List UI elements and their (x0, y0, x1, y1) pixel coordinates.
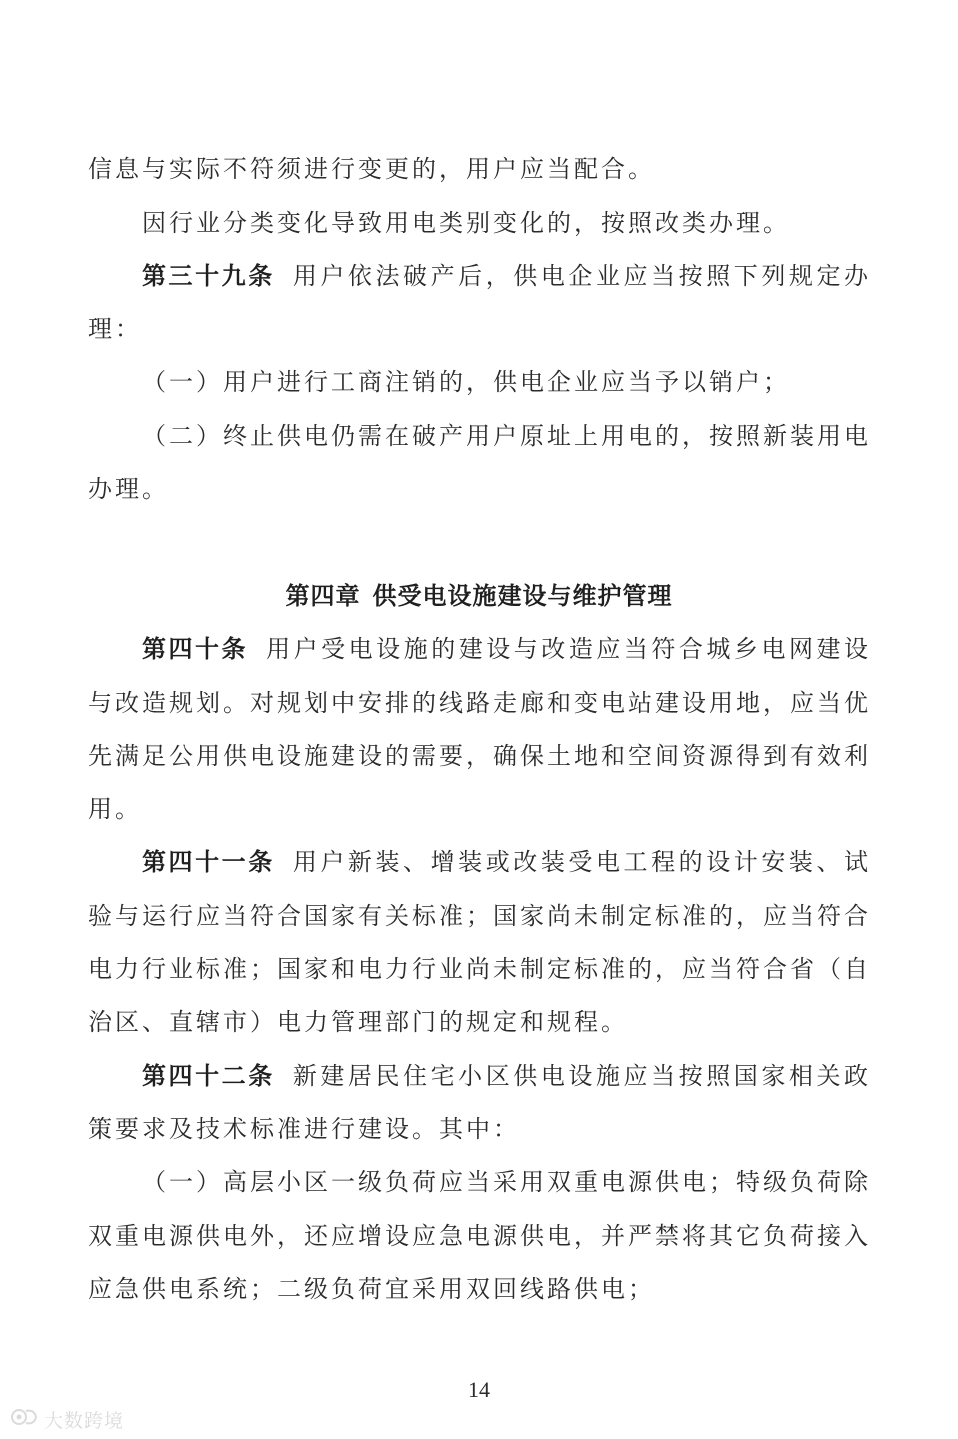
text-line: （一）用户进行工商注销的，供电企业应当予以销户； (142, 370, 790, 396)
article-first-line (142, 846, 870, 880)
text-line: 信息与实际不符须进行变更的，用户应当配合。 (88, 157, 655, 183)
article-first-line (142, 260, 870, 294)
chapter-number: 第四章 (285, 584, 361, 610)
text-line: 用户新装、增装或改装受电工程的设计安装、试 (292, 850, 871, 876)
text-line: 新建居民住宅小区供电设施应当按照国家相关政 (292, 1064, 871, 1090)
text-line: 用户依法破产后，供电企业应当按照下列规定办 (292, 264, 871, 290)
text-line: 理： (88, 317, 142, 343)
text-line: 治区、直辖市）电力管理部门的规定和规程。 (88, 1010, 628, 1036)
watermark-text: 大数跨境 (44, 1409, 125, 1432)
text-line: 验与运行应当符合国家有关标准；国家尚未制定标准的，应当符合 (88, 904, 870, 930)
article-label: 第四十一条 (142, 850, 275, 876)
article-label: 第四十二条 (142, 1064, 275, 1090)
text-line: 用户受电设施的建设与改造应当符合城乡电网建设 (266, 637, 871, 663)
text-line: 先满足公用供电设施建设的需要，确保土地和空间资源得到有效利 (88, 744, 870, 770)
text-line: 与改造规划。对规划中安排的线路走廊和变电站建设用地，应当优 (88, 691, 870, 717)
text-line: 电力行业标准；国家和电力行业尚未制定标准的，应当符合省（自 (88, 957, 870, 983)
watermark (10, 1406, 124, 1432)
article-first-line (142, 1060, 870, 1094)
text-line: （一）高层小区一级负荷应当采用双重电源供电；特级负荷除 (142, 1170, 870, 1196)
page-number: 14 (468, 1377, 490, 1402)
article-first-line (142, 633, 870, 667)
text-line: 双重电源供电外，还应增设应急电源供电，并严禁将其它负荷接入 (88, 1224, 870, 1250)
chapter-title: 供受电设施建设与维护管理 (372, 584, 673, 610)
brand-logo-icon (10, 1405, 40, 1434)
article-label: 第四十条 (142, 637, 249, 663)
text-line: 策要求及技术标准进行建设。其中： (88, 1117, 520, 1143)
article-label: 第三十九条 (142, 264, 275, 290)
text-line: 因行业分类变化导致用电类别变化的，按照改类办理。 (142, 211, 790, 237)
text-line: 应急供电系统；二级负荷宜采用双回线路供电； (88, 1277, 655, 1303)
text-line: 办理。 (88, 477, 169, 503)
text-line: 用。 (88, 797, 142, 823)
chapter-heading (0, 580, 958, 614)
text-line: （二）终止供电仍需在破产用户原址上用电的，按照新装用电 (142, 424, 870, 450)
